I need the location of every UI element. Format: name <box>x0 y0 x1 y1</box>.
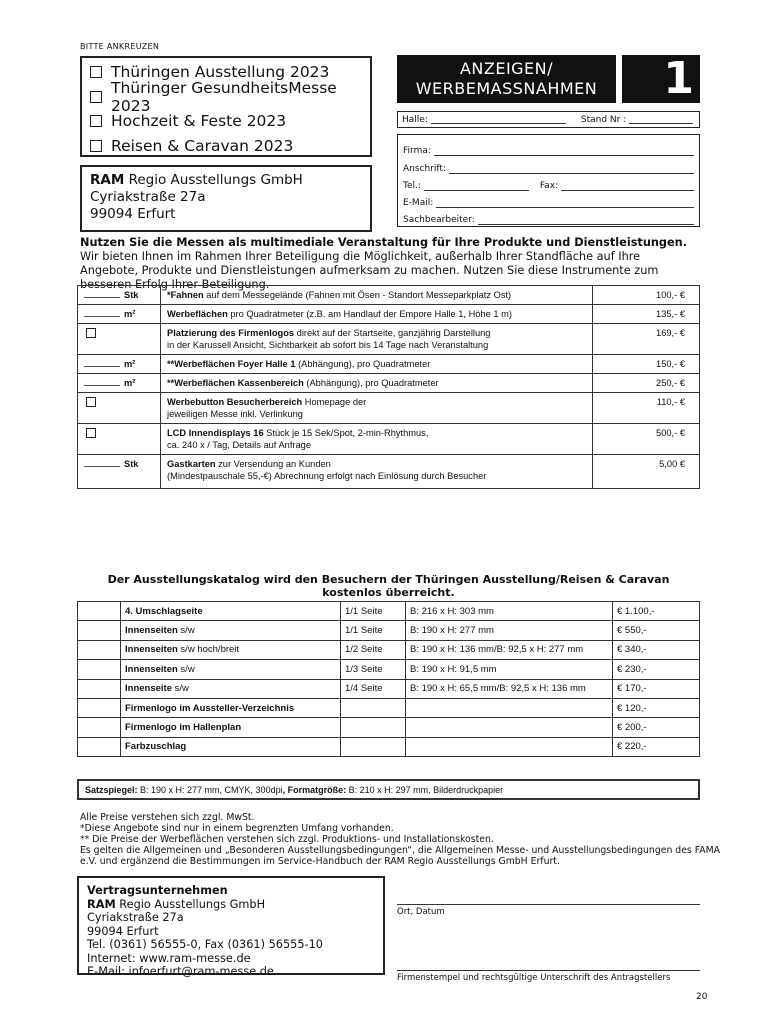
offer-desc: pro Quadratmeter (z.B. am Handlauf der Empore Halle 1, Höhe 1 m) <box>227 309 512 319</box>
offers-table <box>77 285 700 489</box>
item-cell <box>121 660 341 679</box>
offer-row <box>78 424 700 455</box>
offer-desc-line2: (Mindestpauschale 55,-€) Abrechnung erfolgt nach Einlösung durch Besucher <box>167 471 487 481</box>
offer-desc: (Abhängung), pro Quadratmeter <box>295 359 431 369</box>
contractor-web: Internet: www.ram-messe.de <box>87 951 251 965</box>
place-date-label: Ort, Datum <box>397 907 445 917</box>
anschrift-label: Anschrift: <box>403 163 446 174</box>
size-cell: 1/1 Seite <box>341 621 406 640</box>
dims-cell <box>406 698 613 717</box>
catalog-table <box>77 601 700 757</box>
offer-desc-line2: ca. 240 x / Tag, Details auf Anfrage <box>167 440 312 450</box>
item-cell <box>121 602 341 621</box>
quantity-cell <box>78 424 161 455</box>
stand-box <box>397 111 700 128</box>
company-name: Regio Ausstellungs GmbH <box>124 172 303 188</box>
spec-label: , Formatgröße: <box>282 785 347 795</box>
event-label: Thüringer GesundheitsMesse 2023 <box>111 78 337 115</box>
firma-field[interactable] <box>434 147 694 156</box>
signature-label: Firmenstempel und rechtsgültige Unterschrift des Antragstellers <box>397 973 671 983</box>
offer-row <box>78 374 700 393</box>
select-cell[interactable] <box>78 660 121 679</box>
price-cell: € 1.100,- <box>613 602 700 621</box>
street: Cyriakstraße 27a <box>90 189 206 205</box>
quantity-field[interactable] <box>84 359 120 367</box>
signature-line[interactable] <box>397 970 700 983</box>
intro-text: Wir bieten Ihnen im Rahmen Ihrer Beteiligung die Möglichkeit, außerhalb Ihrer Standfläche auf Ihre Angebote, Produkte und Dienstleistungen aufmerksam zu machen. Nutzen Sie diese Instrumente zum besseren Erfolg Ihrer Beteiligung. <box>80 250 659 291</box>
item-detail: s/w <box>172 683 189 695</box>
description-cell <box>161 355 593 374</box>
email-label: E-Mail: <box>403 198 434 209</box>
quantity-field[interactable] <box>84 290 120 298</box>
unit-label: m² <box>124 309 136 319</box>
item-detail: s/w <box>177 663 195 675</box>
company-name-bold: RAM <box>90 172 125 188</box>
item-name: Farbzuschlag <box>125 741 187 753</box>
catalog-heading: Der Ausstellungskatalog wird den Besuchern der Thüringen Ausstellung/Reisen & Caravan kostenlos überreicht. <box>107 573 670 599</box>
dims-cell: B: 190 x H: 277 mm <box>406 621 613 640</box>
offer-row <box>78 393 700 424</box>
firma-label: Firma: <box>403 146 431 157</box>
contractor-name: Regio Ausstellungs GmbH <box>115 897 266 911</box>
offer-row <box>78 286 700 305</box>
spec-text: B: 210 x H: 297 mm, Bilderdruckpapier <box>346 785 504 795</box>
description-cell <box>161 393 593 424</box>
price-cell: € 340,- <box>613 640 700 659</box>
title-line: ANZEIGEN/ <box>459 59 554 78</box>
item-name: Innenseiten <box>125 625 178 637</box>
offer-name: Werbeflächen <box>167 309 228 319</box>
catalog-row <box>78 660 700 679</box>
event-option[interactable] <box>90 134 362 159</box>
price-cell: 5,00 € <box>593 455 700 489</box>
price-cell: 500,- € <box>593 424 700 455</box>
offer-desc-line2: jeweiligen Messe inkl. Verlinkung <box>167 409 303 419</box>
description-cell <box>161 305 593 324</box>
price-cell: € 200,- <box>613 718 700 737</box>
offer-desc: Stück je 15 Sek/Spot, 2-min-Rhythmus, <box>263 428 429 438</box>
description-cell <box>161 455 593 489</box>
contractor-box <box>77 876 385 978</box>
size-cell <box>341 718 406 737</box>
catalog-row <box>78 602 700 621</box>
note: ** Die Preise der Werbeflächen verstehen sich zzgl. Produktions- und Installationskosten. <box>80 834 494 845</box>
note: Es gelten die Allgemeinen und „Besonderen Ausstellungsbedingungen“, die Allgemeinen Messe- und Ausstellungsbedingungen des FAMA e.V. und ergänzend die Bestimmungen im Service-Handbuch der RAM Regio Ausstellungs GmbH Erfurt. <box>80 845 720 867</box>
item-cell <box>121 621 341 640</box>
event-label: Thüringen Ausstellung 2023 <box>111 63 330 82</box>
contractor-heading: Vertragsunternehmen <box>87 884 228 897</box>
catalog-row <box>78 737 700 756</box>
item-name: Innenseite <box>125 683 172 695</box>
contact-box <box>397 134 700 227</box>
page-number: 20 <box>696 992 708 1002</box>
price-cell: 135,- € <box>593 305 700 324</box>
catalog-row <box>78 679 700 698</box>
select-cell[interactable] <box>78 698 121 717</box>
item-name: 4. Umschlagseite <box>125 605 203 617</box>
quantity-cell <box>78 374 161 393</box>
event-label: Reisen & Caravan 2023 <box>111 136 294 155</box>
dims-cell: B: 190 x H: 91,5 mm <box>406 660 613 679</box>
halle-label: Halle: <box>402 114 428 125</box>
spec-label: Satzspiegel: <box>85 785 138 795</box>
description-cell <box>161 424 593 455</box>
unit-label: Stk <box>124 459 139 469</box>
email-field[interactable] <box>436 199 694 208</box>
unit-label: m² <box>124 378 136 388</box>
size-cell: 1/3 Seite <box>341 660 406 679</box>
notes <box>80 812 720 867</box>
offer-desc: Homepage der <box>302 397 367 407</box>
item-cell <box>121 640 341 659</box>
select-cell[interactable] <box>78 640 121 659</box>
organizer-address <box>80 165 372 232</box>
price-cell: € 170,- <box>613 679 700 698</box>
item-name: Firmenlogo im Hallenplan <box>125 722 242 734</box>
intro-bold: Nutzen Sie die Messen als multimediale Veranstaltung für Ihre Produkte und Dienstleistungen. <box>80 236 687 249</box>
checkbox[interactable] <box>90 66 102 78</box>
item-name: Innenseiten <box>125 663 178 675</box>
offer-desc: (Abhängung), pro Quadratmeter <box>303 378 439 388</box>
sachbearbeiter-label: Sachbearbeiter: <box>403 215 475 226</box>
select-cell[interactable] <box>78 679 121 698</box>
offer-name: *Fahnen <box>167 290 204 300</box>
offer-name: LCD Innendisplays 16 <box>167 428 264 438</box>
offer-desc: direkt auf der Startseite, ganzjährig Darstellung <box>294 328 491 338</box>
sachbearbeiter-field[interactable] <box>478 216 694 225</box>
checkbox[interactable] <box>86 428 96 438</box>
note: *Diese Angebote sind nur in einem begrenzten Umfang vorhanden. <box>80 823 394 834</box>
price-cell: € 230,- <box>613 660 700 679</box>
contractor-name-bold: RAM <box>87 897 116 911</box>
form-title <box>397 55 616 103</box>
catalog-row <box>78 621 700 640</box>
unit-label: m² <box>124 359 136 369</box>
tel-label: Tel.: <box>403 180 421 191</box>
price-cell: € 550,- <box>613 621 700 640</box>
quantity-cell <box>78 355 161 374</box>
spec-text: B: 190 x H: 277 mm, CMYK, 300dpi <box>137 785 283 795</box>
quantity-field[interactable] <box>84 459 120 467</box>
price-cell: 150,- € <box>593 355 700 374</box>
intro-paragraph <box>80 236 700 292</box>
offer-desc: zur Versendung an Kunden <box>215 459 331 469</box>
contractor-phone: Tel. (0361) 56555-0, Fax (0361) 56555-10 <box>87 938 323 951</box>
tel-field[interactable] <box>424 182 529 191</box>
checkbox[interactable] <box>86 397 96 407</box>
offer-row <box>78 324 700 355</box>
fax-label: Fax: <box>539 180 559 191</box>
quantity-field[interactable] <box>84 378 120 386</box>
offer-desc-line2: in der Karussell Ansicht, Sichtbarkeit ab sofort bis 14 Tage nach Veranstaltung <box>167 340 489 350</box>
item-detail: s/w hoch/breit <box>177 644 240 656</box>
price-cell: 169,- € <box>593 324 700 355</box>
quantity-cell <box>78 455 161 489</box>
size-cell <box>341 698 406 717</box>
price-cell: € 220,- <box>613 737 700 756</box>
offer-name: Platzierung des Firmenlogos <box>167 328 295 338</box>
checkbox[interactable] <box>90 140 102 152</box>
catalog-row <box>78 698 700 717</box>
fax-field[interactable] <box>561 182 694 191</box>
stand-field[interactable] <box>629 115 693 124</box>
offer-desc: auf dem Messegelände (Fahnen mit Ösen - Standort Messeparkplatz Ost) <box>203 290 512 300</box>
size-cell: 1/2 Seite <box>341 640 406 659</box>
offer-row <box>78 305 700 324</box>
instruction-label: BITTE ANKREUZEN <box>80 42 160 51</box>
place-date-line[interactable] <box>397 904 700 917</box>
select-cell[interactable] <box>78 621 121 640</box>
quantity-cell <box>78 324 161 355</box>
contractor-city: 99094 Erfurt <box>87 924 159 938</box>
offer-row <box>78 455 700 489</box>
checkbox[interactable] <box>90 115 102 127</box>
print-specs <box>77 779 700 800</box>
event-option[interactable] <box>90 78 362 115</box>
checkbox[interactable] <box>86 328 96 338</box>
price-cell: € 120,- <box>613 698 700 717</box>
form-number: 1 <box>622 55 700 103</box>
price-cell: 250,- € <box>593 374 700 393</box>
stand-label: Stand Nr : <box>580 114 627 125</box>
city: 99094 Erfurt <box>90 206 176 222</box>
quantity-cell <box>78 305 161 324</box>
item-name: Innenseiten <box>125 644 178 656</box>
offer-name: Werbebutton Besucherbereich <box>167 397 303 407</box>
item-detail: s/w <box>177 625 195 637</box>
select-cell[interactable] <box>78 718 121 737</box>
catalog-row <box>78 640 700 659</box>
dims-cell: B: 216 x H: 303 mm <box>406 602 613 621</box>
quantity-cell <box>78 286 161 305</box>
quantity-field[interactable] <box>84 309 120 317</box>
item-cell <box>121 737 341 756</box>
size-cell: 1/4 Seite <box>341 679 406 698</box>
dims-cell <box>406 737 613 756</box>
size-cell: 1/1 Seite <box>341 602 406 621</box>
note: Alle Preise verstehen sich zzgl. MwSt. <box>80 812 255 823</box>
description-cell <box>161 286 593 305</box>
unit-label: Stk <box>124 290 139 300</box>
anschrift-field[interactable] <box>449 165 694 174</box>
dims-cell: B: 190 x H: 136 mm/B: 92,5 x H: 277 mm <box>406 640 613 659</box>
checkbox[interactable] <box>90 91 102 103</box>
catalog-row <box>78 718 700 737</box>
offer-name: Gastkarten <box>167 459 216 469</box>
offer-name: **Werbeflächen Kassenbereich <box>167 378 304 388</box>
contractor-street: Cyriakstraße 27a <box>87 911 184 924</box>
dims-cell: B: 190 x H: 65,5 mm/B: 92,5 x H: 136 mm <box>406 679 613 698</box>
item-cell <box>121 698 341 717</box>
item-cell <box>121 679 341 698</box>
event-selection <box>80 56 372 157</box>
size-cell <box>341 737 406 756</box>
price-cell: 110,- € <box>593 393 700 424</box>
event-label: Hochzeit & Feste 2023 <box>111 112 287 131</box>
item-cell <box>121 718 341 737</box>
offer-row <box>78 355 700 374</box>
offer-name: **Werbeflächen Foyer Halle 1 <box>167 359 296 369</box>
contractor-email: E-Mail: infoerfurt@ram-messe.de <box>87 965 274 978</box>
price-cell: 100,- € <box>593 286 700 305</box>
dims-cell <box>406 718 613 737</box>
quantity-cell <box>78 393 161 424</box>
select-cell[interactable] <box>78 737 121 756</box>
halle-field[interactable] <box>431 115 566 124</box>
select-cell[interactable] <box>78 602 121 621</box>
title-line: WERBEMASSNAHMEN <box>415 79 598 98</box>
item-name: Firmenlogo im Aussteller-Verzeichnis <box>125 702 295 714</box>
description-cell <box>161 324 593 355</box>
description-cell <box>161 374 593 393</box>
